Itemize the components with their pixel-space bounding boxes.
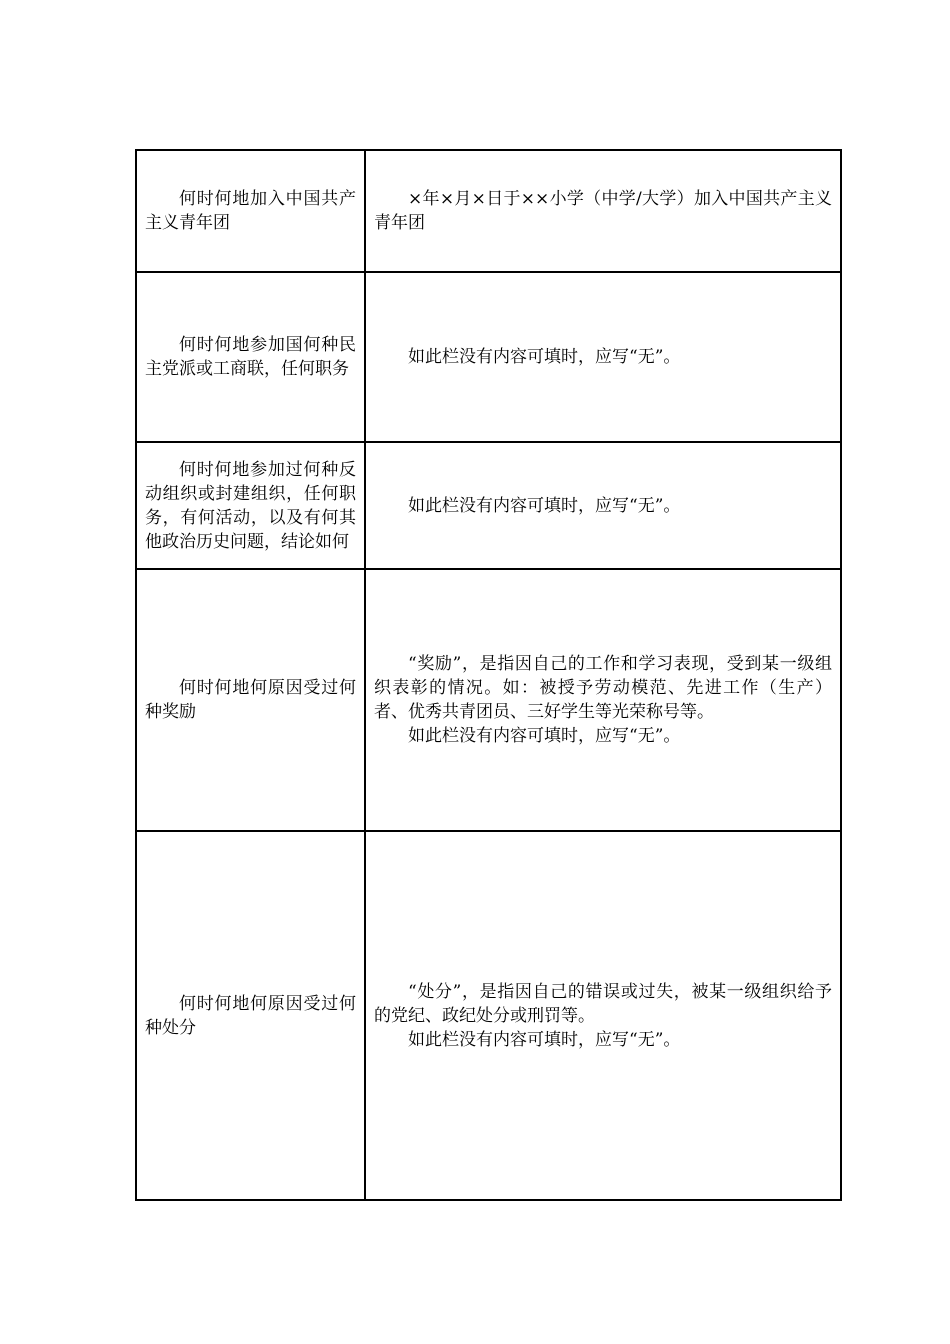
content-punishments-definition: “处分”，是指因自己的错误或过失，被某一级组织给予的党纪、政纪处分或刑罚等。 — [374, 981, 832, 1026]
content-punishments-none-note: 如此栏没有内容可填时，应写“无”。 — [408, 1029, 681, 1050]
content-cell-democratic-party — [365, 272, 841, 442]
content-awards-definition: “奖励”，是指因自己的工作和学习表现，受到某一级组织表彰的情况。如：被授予劳动模范、先进工作（生产）者、优秀共青团员、三好学生等光荣称号等。 — [374, 654, 832, 722]
table-row-awards — [136, 569, 841, 831]
label-cell-youth-league — [136, 150, 365, 272]
table-row-punishments — [136, 831, 841, 1200]
content-democratic-party: 如此栏没有内容可填时，应写“无”。 — [408, 347, 681, 367]
table-row-youth-league — [136, 150, 841, 272]
content-cell-youth-league — [365, 150, 841, 272]
label-cell-awards — [136, 569, 365, 831]
political-history-form-table — [135, 149, 842, 1201]
label-punishments: 何时何地何原因受过何种处分 — [145, 993, 356, 1038]
table-row-democratic-party — [136, 272, 841, 442]
content-youth-league: ×年×月×日于××小学（中学/大学）加入中国共产主义青年团 — [374, 189, 832, 233]
label-cell-reactionary-org — [136, 442, 365, 569]
label-youth-league: 何时何地加入中国共产主义青年团 — [145, 189, 356, 233]
content-cell-punishments — [365, 831, 841, 1200]
content-awards-none-note: 如此栏没有内容可填时，应写“无”。 — [408, 726, 681, 746]
content-reactionary-org: 如此栏没有内容可填时，应写“无”。 — [408, 495, 681, 516]
label-democratic-party: 何时何地参加国何种民主党派或工商联，任何职务 — [145, 335, 356, 379]
label-reactionary-org: 何时何地参加过何种反动组织或封建组织，任何职务，有何活动，以及有何其他政治历史问题，结论如何 — [145, 459, 356, 552]
content-cell-reactionary-org — [365, 442, 841, 569]
label-cell-democratic-party — [136, 272, 365, 442]
label-cell-punishments — [136, 831, 365, 1200]
content-cell-awards — [365, 569, 841, 831]
label-awards: 何时何地何原因受过何种奖励 — [145, 678, 356, 722]
table-row-reactionary-org — [136, 442, 841, 569]
